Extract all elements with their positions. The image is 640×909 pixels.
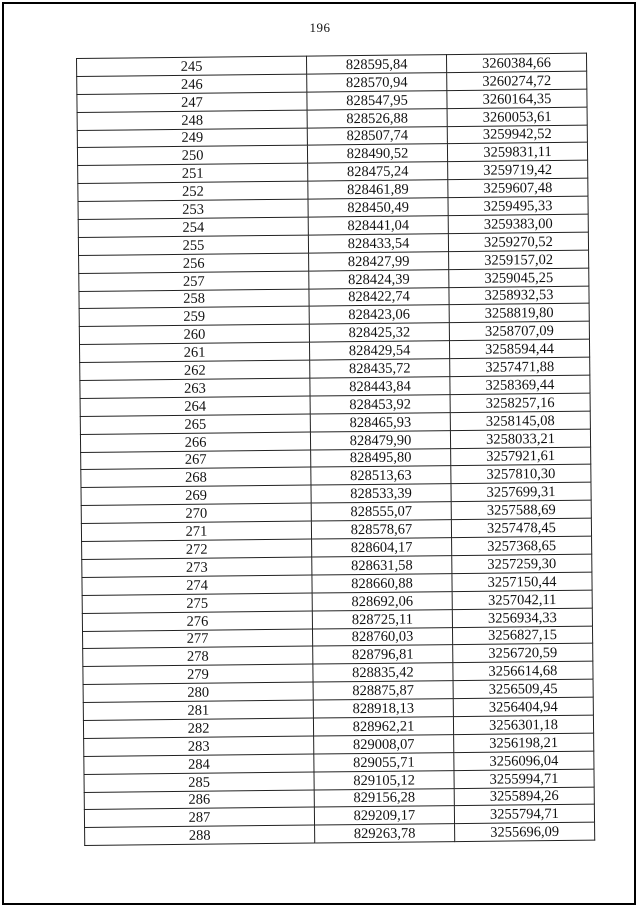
- y-coordinate-cell: 3259383,00: [448, 214, 588, 233]
- x-coordinate-cell: 829105,12: [314, 770, 454, 789]
- point-number-cell: 288: [85, 825, 315, 845]
- y-coordinate-cell: 3257150,44: [452, 572, 592, 591]
- point-number-cell: 264: [80, 396, 310, 416]
- x-coordinate-cell: 828423,06: [309, 305, 449, 324]
- point-number-cell: 258: [79, 289, 309, 309]
- y-coordinate-cell: 3257921,61: [451, 447, 591, 466]
- x-coordinate-cell: 828453,92: [310, 395, 450, 414]
- point-number-cell: 249: [77, 128, 307, 148]
- point-number-cell: 273: [82, 557, 312, 577]
- point-number-cell: 269: [81, 485, 311, 505]
- y-coordinate-cell: 3259942,52: [447, 125, 587, 144]
- point-number-cell: 284: [84, 754, 314, 774]
- y-coordinate-cell: 3258369,44: [450, 375, 590, 394]
- x-coordinate-cell: 828595,84: [306, 55, 446, 74]
- point-number-cell: 271: [81, 521, 311, 541]
- x-coordinate-cell: 828555,07: [311, 502, 451, 521]
- point-number-cell: 275: [82, 593, 312, 613]
- y-coordinate-cell: 3259831,11: [447, 143, 587, 162]
- point-number-cell: 274: [82, 575, 312, 595]
- y-coordinate-cell: 3260164,35: [447, 89, 587, 108]
- point-number-cell: 287: [84, 807, 314, 827]
- y-coordinate-cell: 3259157,02: [449, 250, 589, 269]
- x-coordinate-cell: 828465,93: [310, 412, 450, 431]
- x-coordinate-cell: 828526,88: [307, 108, 447, 127]
- y-coordinate-cell: 3256301,18: [453, 715, 593, 734]
- y-coordinate-cell: 3259607,48: [448, 178, 588, 197]
- y-coordinate-cell: 3258594,44: [449, 339, 589, 358]
- point-number-cell: 253: [78, 199, 308, 219]
- point-number-cell: 285: [84, 772, 314, 792]
- y-coordinate-cell: 3255894,26: [454, 787, 594, 806]
- x-coordinate-cell: 829008,07: [314, 734, 454, 753]
- x-coordinate-cell: 828631,58: [312, 556, 452, 575]
- y-coordinate-cell: 3257259,30: [452, 554, 592, 573]
- point-number-cell: 281: [83, 700, 313, 720]
- y-coordinate-cell: 3258707,09: [449, 321, 589, 340]
- point-number-cell: 278: [83, 646, 313, 666]
- x-coordinate-cell: 828490,52: [307, 144, 447, 163]
- point-number-cell: 255: [78, 235, 308, 255]
- x-coordinate-cell: 828443,84: [310, 377, 450, 396]
- y-coordinate-cell: 3257699,31: [451, 483, 591, 502]
- x-coordinate-cell: 828433,54: [308, 234, 448, 253]
- y-coordinate-cell: 3257368,65: [452, 536, 592, 555]
- point-number-cell: 268: [81, 468, 311, 488]
- x-coordinate-cell: 828962,21: [313, 717, 453, 736]
- y-coordinate-cell: 3259045,25: [449, 268, 589, 287]
- point-number-cell: 283: [84, 736, 314, 756]
- y-coordinate-cell: 3258033,21: [450, 429, 590, 448]
- y-coordinate-cell: 3259719,42: [448, 160, 588, 179]
- y-coordinate-cell: 3256827,15: [452, 626, 592, 645]
- point-number-cell: 252: [78, 181, 308, 201]
- x-coordinate-cell: 828547,95: [307, 90, 447, 109]
- point-number-cell: 286: [84, 790, 314, 810]
- x-coordinate-cell: 828461,89: [308, 180, 448, 199]
- x-coordinate-cell: 828495,80: [311, 448, 451, 467]
- point-number-cell: 262: [80, 360, 310, 380]
- point-number-cell: 250: [77, 146, 307, 166]
- point-number-cell: 266: [80, 432, 310, 452]
- x-coordinate-cell: 828604,17: [312, 538, 452, 557]
- x-coordinate-cell: 828507,74: [307, 126, 447, 145]
- y-coordinate-cell: 3257042,11: [452, 590, 592, 609]
- page-number: 196: [309, 20, 331, 35]
- y-coordinate-cell: 3256198,21: [454, 733, 594, 752]
- x-coordinate-cell: 828435,72: [310, 359, 450, 378]
- point-number-cell: 279: [83, 664, 313, 684]
- point-number-cell: 277: [83, 629, 313, 649]
- x-coordinate-cell: 828422,74: [309, 287, 449, 306]
- point-number-cell: 259: [79, 307, 309, 327]
- point-number-cell: 267: [81, 450, 311, 470]
- point-number-cell: 246: [77, 74, 307, 94]
- y-coordinate-cell: 3258145,08: [450, 411, 590, 430]
- x-coordinate-cell: 828424,39: [309, 269, 449, 288]
- y-coordinate-cell: 3256096,04: [454, 751, 594, 770]
- point-number-cell: 256: [79, 253, 309, 273]
- point-number-cell: 248: [77, 110, 307, 130]
- y-coordinate-cell: 3256720,59: [453, 644, 593, 663]
- x-coordinate-cell: 829055,71: [314, 752, 454, 771]
- x-coordinate-cell: 828429,54: [309, 341, 449, 360]
- x-coordinate-cell: 828835,42: [313, 663, 453, 682]
- point-number-cell: 276: [82, 611, 312, 631]
- y-coordinate-cell: 3259270,52: [448, 232, 588, 251]
- x-coordinate-cell: 828725,11: [312, 609, 452, 628]
- x-coordinate-cell: 828533,39: [311, 484, 451, 503]
- y-coordinate-cell: 3257588,69: [451, 500, 591, 519]
- x-coordinate-cell: 828427,99: [309, 251, 449, 270]
- x-coordinate-cell: 829156,28: [314, 788, 454, 807]
- x-coordinate-cell: 828513,63: [311, 466, 451, 485]
- point-number-cell: 272: [82, 539, 312, 559]
- point-number-cell: 247: [77, 92, 307, 112]
- y-coordinate-cell: 3255994,71: [454, 769, 594, 788]
- x-coordinate-cell: 829209,17: [314, 806, 454, 825]
- x-coordinate-cell: 828441,04: [308, 216, 448, 235]
- y-coordinate-cell: 3257471,88: [450, 357, 590, 376]
- point-number-cell: 265: [80, 414, 310, 434]
- point-number-cell: 260: [79, 324, 309, 344]
- point-number-cell: 245: [77, 56, 307, 76]
- x-coordinate-cell: 828760,03: [312, 627, 452, 646]
- x-coordinate-cell: 828425,32: [309, 323, 449, 342]
- x-coordinate-cell: 828479,90: [310, 430, 450, 449]
- point-number-cell: 254: [78, 217, 308, 237]
- x-coordinate-cell: 828475,24: [308, 162, 448, 181]
- y-coordinate-cell: 3258257,16: [450, 393, 590, 412]
- point-number-cell: 261: [80, 342, 310, 362]
- x-coordinate-cell: 828570,94: [307, 73, 447, 92]
- point-number-cell: 282: [83, 718, 313, 738]
- x-coordinate-cell: 828578,67: [311, 520, 451, 539]
- y-coordinate-cell: 3256934,33: [452, 608, 592, 627]
- y-coordinate-cell: 3256404,94: [453, 697, 593, 716]
- y-coordinate-cell: 3260274,72: [447, 71, 587, 90]
- x-coordinate-cell: 829263,78: [315, 824, 455, 843]
- point-number-cell: 270: [81, 503, 311, 523]
- point-number-cell: 251: [78, 163, 308, 183]
- y-coordinate-cell: 3256614,68: [453, 661, 593, 680]
- y-coordinate-cell: 3258819,80: [449, 304, 589, 323]
- y-coordinate-cell: 3257478,45: [451, 518, 591, 537]
- x-coordinate-cell: 828918,13: [313, 699, 453, 718]
- y-coordinate-cell: 3260053,61: [447, 107, 587, 126]
- y-coordinate-cell: 3258932,53: [449, 286, 589, 305]
- y-coordinate-cell: 3260384,66: [446, 53, 586, 72]
- y-coordinate-cell: 3255794,71: [454, 805, 594, 824]
- coordinates-table: [76, 53, 595, 846]
- x-coordinate-cell: 828875,87: [313, 681, 453, 700]
- y-coordinate-cell: 3259495,33: [448, 196, 588, 215]
- y-coordinate-cell: 3255696,09: [455, 822, 595, 841]
- x-coordinate-cell: 828796,81: [313, 645, 453, 664]
- x-coordinate-cell: 828450,49: [308, 198, 448, 217]
- x-coordinate-cell: 828660,88: [312, 573, 452, 592]
- point-number-cell: 257: [79, 271, 309, 291]
- point-number-cell: 280: [83, 682, 313, 702]
- point-number-cell: 263: [80, 378, 310, 398]
- y-coordinate-cell: 3257810,30: [451, 465, 591, 484]
- x-coordinate-cell: 828692,06: [312, 591, 452, 610]
- y-coordinate-cell: 3256509,45: [453, 679, 593, 698]
